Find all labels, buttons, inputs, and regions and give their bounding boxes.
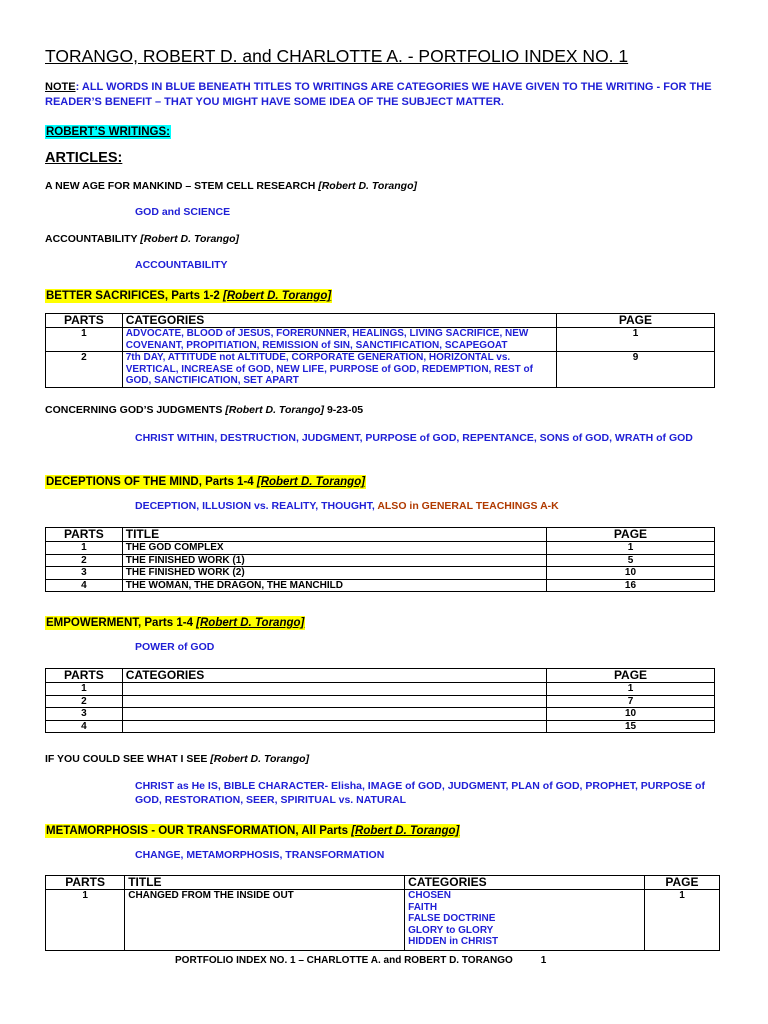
- table-row: 2 THE FINISHED WORK (1) 5: [46, 554, 715, 567]
- table-row: 2 7th DAY, ATTITUDE not ALTITUDE, CORPORATE GENERATION, HORIZONTAL vs. VERTICAL, INCREASE of GOD, NEW LIFE, PURPOSE of GOD, REDEMPTION, REST of GOD, SANCTIFICATION, SET APART 9: [46, 352, 715, 388]
- entry-judgments-title: CONCERNING GOD’S JUDGMENTS [Robert D. Torango] 9-23-05: [45, 404, 364, 416]
- empowerment-table: PARTS CATEGORIES PAGE 1 1 2 7 3 10 4 15: [45, 668, 715, 733]
- entry-accountability-title: ACCOUNTABILITY [Robert D. Torango]: [45, 233, 240, 245]
- page-number: 1: [540, 955, 547, 966]
- entry-metamorphosis-title: METAMORPHOSIS - OUR TRANSFORMATION, All Parts [Robert D. Torango]: [46, 825, 460, 837]
- articles-heading: ARTICLES:: [45, 150, 123, 166]
- header-page: PAGE: [556, 314, 714, 328]
- entry-deceptions-categories: DECEPTION, ILLUSION vs. REALITY, THOUGHT, ALSO in GENERAL TEACHINGS A-K: [135, 500, 559, 512]
- entry-if-you-could-categories: CHRIST as He IS, BIBLE CHARACTER- Elisha, IMAGE of GOD, JUDGMENT, PLAN of GOD, PROPHET, PURPOSE of GOD, RESTORATION, SEER, SPIRITUAL vs. NATURAL: [135, 780, 705, 806]
- table-row: 4 THE WOMAN, THE DRAGON, THE MANCHILD 16: [46, 579, 715, 592]
- note-label: NOTE: [45, 81, 76, 93]
- table-row: 1 THE GOD COMPLEX 1: [46, 542, 715, 555]
- table-row: 4 15: [46, 720, 715, 733]
- better-sacrifices-table: [45, 313, 715, 388]
- roberts-writings-heading: ROBERT’S WRITINGS:: [46, 126, 170, 138]
- entry-metamorphosis-categories: CHANGE, METAMORPHOSIS, TRANSFORMATION: [135, 849, 385, 861]
- entry-deceptions-title: DECEPTIONS OF THE MIND, Parts 1-4 [Robert D. Torango]: [46, 476, 366, 488]
- entry-if-you-could-title: IF YOU COULD SEE WHAT I SEE [Robert D. Torango]: [45, 753, 310, 765]
- table-row: 3 THE FINISHED WORK (2) 10: [46, 567, 715, 580]
- entry-better-sacrifices-title: BETTER SACRIFICES, Parts 1-2 [Robert D. Torango]: [46, 290, 332, 302]
- table-row: 1 ADVOCATE, BLOOD of JESUS, FORERUNNER, HEALINGS, LIVING SACRIFICE, NEW COVENANT, PROPITIATION, REMISSION of SIN, SANCTIFICATION, SCAPEGOAT 1: [46, 328, 715, 352]
- entry-accountability-categories: ACCOUNTABILITY: [135, 259, 228, 271]
- also-note: ALSO in GENERAL TEACHINGS A-K: [377, 500, 559, 512]
- table-row: 3 10: [46, 708, 715, 721]
- note-text: : ALL WORDS IN BLUE BENEATH TITLES TO WRITINGS ARE CATEGORIES WE HAVE GIVEN TO THE WRITING - FOR THE READER’S BENEFIT – THAT YOU MIGHT HAVE SOME IDEA OF THE SUBJECT MATTER.: [45, 81, 712, 108]
- entry-new-age-title: A NEW AGE FOR MANKIND – STEM CELL RESEARCH [Robert D. Torango]: [45, 180, 417, 192]
- deceptions-table: PARTS TITLE PAGE 1 THE GOD COMPLEX 1 2 THE FINISHED WORK (1) 5 3 THE FINISHED WORK (2) 10 4 THE WOMAN, THE DRAGON, THE MANCHILD 16: [45, 527, 715, 592]
- header-categories: CATEGORIES: [122, 314, 556, 328]
- entry-empowerment-categories: POWER of GOD: [135, 641, 215, 653]
- note-paragraph: [45, 80, 725, 110]
- table-row: 1 CHANGED FROM THE INSIDE OUT CHOSEN FAITH FALSE DOCTRINE GLORY to GLORY HIDDEN in CHRIST 1: [46, 890, 720, 951]
- metamorphosis-table: PARTS TITLE CATEGORIES PAGE 1 CHANGED FROM THE INSIDE OUT CHOSEN FAITH FALSE DOCTRINE GLORY to GLORY HIDDEN in CHRIST 1: [45, 875, 720, 951]
- table-row: 2 7: [46, 695, 715, 708]
- page-title: TORANGO, ROBERT D. and CHARLOTTE A. - PORTFOLIO INDEX NO. 1: [45, 46, 629, 66]
- entry-new-age-categories: GOD and SCIENCE: [135, 206, 231, 218]
- entry-empowerment-title: EMPOWERMENT, Parts 1-4 [Robert D. Torango]: [46, 617, 305, 629]
- entry-judgments-categories: CHRIST WITHIN, DESTRUCTION, JUDGMENT, PURPOSE of GOD, REPENTANCE, SONS of GOD, WRATH of GOD: [135, 432, 693, 444]
- table-row: 1 1: [46, 683, 715, 696]
- header-parts: PARTS: [46, 314, 123, 328]
- page-footer: PORTFOLIO INDEX NO. 1 – CHARLOTTE A. and ROBERT D. TORANGO 1: [175, 955, 547, 966]
